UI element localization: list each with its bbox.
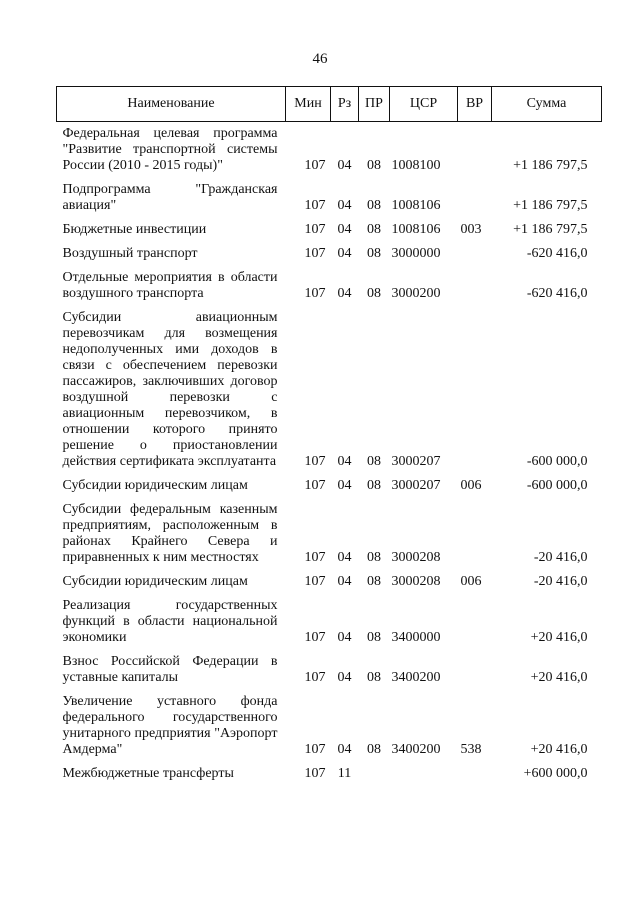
cell-name: Субсидии федеральным казенным предприятиям, расположенным в районах Крайнего Севера и приравненных к ним местностях <box>62 502 278 565</box>
cell-pr: 08 <box>367 574 381 589</box>
table-row <box>57 174 602 214</box>
cell-pr: 08 <box>367 222 381 237</box>
cell-min: 107 <box>304 286 326 301</box>
cell-rz: 04 <box>337 286 352 301</box>
cell-rz: 04 <box>337 478 352 493</box>
cell-pr: 08 <box>367 478 381 493</box>
cell-min: 107 <box>304 574 326 589</box>
cell-name: Отдельные мероприятия в области воздушного транспорта <box>62 270 278 301</box>
cell-csr: 3000000 <box>391 246 441 261</box>
cell-min: 107 <box>304 222 326 237</box>
header-name: Наименование <box>57 87 286 122</box>
header-min: Мин <box>286 87 331 122</box>
cell-min: 107 <box>304 670 326 685</box>
cell-vr <box>458 494 492 566</box>
cell-pr: 08 <box>367 742 381 757</box>
cell-vr <box>458 122 492 175</box>
cell-sum: -600 000,0 <box>526 454 588 469</box>
cell-name: Межбюджетные трансферты <box>62 766 234 781</box>
cell-csr: 3000208 <box>391 550 441 565</box>
table-header <box>57 87 602 122</box>
table-row <box>57 302 602 470</box>
cell-min: 107 <box>304 198 326 213</box>
cell-name: Увеличение уставного фонда федерального государственного унитарного предприятия "Аэропорт Амдерма" <box>62 694 278 757</box>
cell-vr <box>458 302 492 470</box>
cell-rz: 04 <box>337 222 352 237</box>
budget-table <box>56 86 602 782</box>
cell-name: Субсидии юридическим лицам <box>62 574 248 589</box>
cell-min: 107 <box>304 630 326 645</box>
cell-name: Взнос Российской Федерации в уставные капиталы <box>62 654 278 685</box>
cell-pr: 08 <box>367 286 381 301</box>
table-row <box>57 262 602 302</box>
cell-csr: 3400200 <box>391 670 441 685</box>
cell-sum: +20 416,0 <box>530 630 588 645</box>
table-row <box>57 494 602 566</box>
header-csr: ЦСР <box>390 87 458 122</box>
cell-csr: 3000207 <box>391 454 441 469</box>
page-number: 46 <box>312 51 328 67</box>
cell-sum: +600 000,0 <box>523 766 588 781</box>
cell-name: Субсидии юридическим лицам <box>62 478 248 493</box>
cell-min: 107 <box>304 454 326 469</box>
cell-min: 107 <box>304 158 326 173</box>
cell-min: 107 <box>304 478 326 493</box>
cell-min: 107 <box>304 246 326 261</box>
cell-vr <box>458 590 492 646</box>
cell-name: Реализация государственных функций в области национальной экономики <box>62 598 278 645</box>
header-vr: ВР <box>458 87 492 122</box>
cell-pr: 08 <box>367 630 381 645</box>
header-pr: ПР <box>359 87 390 122</box>
cell-csr: 3000200 <box>391 286 441 301</box>
cell-pr: 08 <box>367 550 381 565</box>
cell-rz: 04 <box>337 574 352 589</box>
cell-rz: 04 <box>337 630 352 645</box>
cell-rz: 11 <box>337 766 352 781</box>
cell-vr <box>458 262 492 302</box>
table-row <box>57 122 602 175</box>
cell-name: Федеральная целевая программа "Развитие транспортной системы России (2010 - 2015 годы)" <box>62 126 278 173</box>
cell-vr <box>458 238 492 262</box>
cell-vr <box>458 758 492 782</box>
table-row <box>57 758 602 782</box>
cell-sum: -620 416,0 <box>526 246 588 261</box>
cell-pr: 08 <box>367 246 381 261</box>
cell-csr: 3000207 <box>391 478 441 493</box>
cell-min: 107 <box>304 550 326 565</box>
cell-name: Бюджетные инвестиции <box>62 222 207 237</box>
table-row <box>57 590 602 646</box>
cell-rz: 04 <box>337 454 352 469</box>
cell-vr <box>458 646 492 686</box>
cell-vr: 006 <box>460 574 482 589</box>
cell-csr: 3400000 <box>391 630 441 645</box>
header-sum: Сумма <box>492 87 602 122</box>
cell-rz: 04 <box>337 158 352 173</box>
cell-sum: +20 416,0 <box>530 742 588 757</box>
cell-min: 107 <box>304 742 326 757</box>
cell-csr: 3000208 <box>391 574 441 589</box>
cell-name: Подпрограмма "Гражданская авиация" <box>62 182 278 213</box>
cell-rz: 04 <box>337 198 352 213</box>
cell-rz: 04 <box>337 550 352 565</box>
cell-vr: 538 <box>460 742 482 757</box>
cell-name: Воздушный транспорт <box>62 246 198 261</box>
table-row <box>57 214 602 238</box>
cell-sum: -20 416,0 <box>533 550 588 565</box>
header-rz: Рз <box>331 87 359 122</box>
cell-pr: 08 <box>367 670 381 685</box>
table-row <box>57 566 602 590</box>
cell-min: 107 <box>304 766 326 781</box>
cell-csr: 3400200 <box>391 742 441 757</box>
cell-vr <box>458 174 492 214</box>
cell-pr <box>359 758 390 782</box>
cell-sum: +1 186 797,5 <box>513 158 588 173</box>
cell-sum: +20 416,0 <box>530 670 588 685</box>
cell-sum: +1 186 797,5 <box>513 198 588 213</box>
cell-csr: 1008100 <box>391 158 441 173</box>
cell-csr: 1008106 <box>391 198 441 213</box>
cell-csr: 1008106 <box>391 222 441 237</box>
cell-csr <box>390 758 458 782</box>
cell-pr: 08 <box>367 198 381 213</box>
table-row <box>57 686 602 758</box>
cell-rz: 04 <box>337 670 352 685</box>
cell-rz: 04 <box>337 742 352 757</box>
table-row <box>57 238 602 262</box>
cell-sum: -620 416,0 <box>526 286 588 301</box>
table-body <box>57 122 602 783</box>
cell-pr: 08 <box>367 454 381 469</box>
table-row <box>57 646 602 686</box>
cell-sum: +1 186 797,5 <box>513 222 588 237</box>
cell-vr: 006 <box>460 478 482 493</box>
cell-sum: -20 416,0 <box>533 574 588 589</box>
cell-vr: 003 <box>460 222 482 237</box>
cell-pr: 08 <box>367 158 381 173</box>
cell-rz: 04 <box>337 246 352 261</box>
cell-name: Субсидии авиационным перевозчикам для возмещения недополученных ими доходов в связи с обеспечением перевозки пассажиров, заключивших договор воздушной перевозки с авиационным перевозчиком, в отношении которого принято решение о приостановлении действия сертификата эксплуатанта <box>62 310 278 469</box>
cell-sum: -600 000,0 <box>526 478 588 493</box>
table-row <box>57 470 602 494</box>
